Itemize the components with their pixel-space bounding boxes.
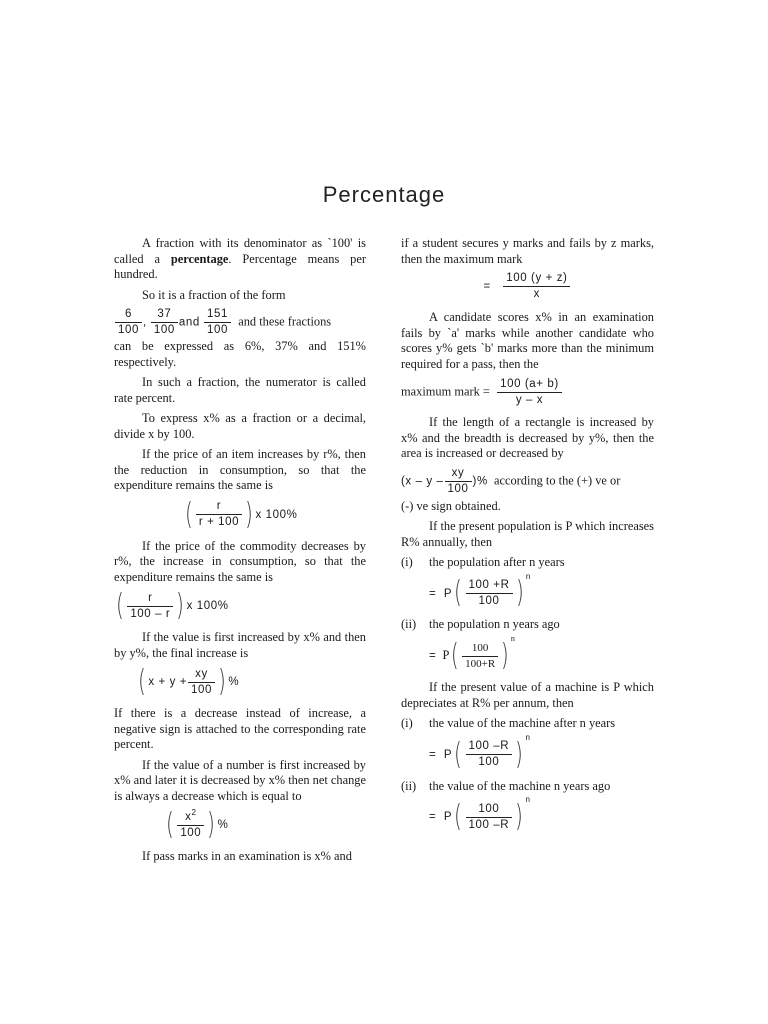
principal: P: [443, 587, 453, 600]
paragraph: If the present population is P which increases R% annually, then: [401, 519, 654, 549]
numerator: 100 (a+ b): [497, 378, 562, 393]
and-text: and: [178, 316, 200, 329]
formula-prefix: (x – y –: [401, 474, 444, 487]
paragraph: If the length of a rectangle is increased by x% and the breadth is decreased by y%, then the area is increased or decreased by: [401, 415, 654, 460]
page-title: Percentage: [322, 182, 446, 207]
numerator: r: [196, 500, 242, 515]
fraction-examples: $\frac{6}{100}$ , $\frac{37}{100}$ and $\frac{151}{100}$ and these fractions: [114, 308, 366, 337]
paragraph: If the value of a number is first increased by x% and later it is decreased by x% then net change is always a decrease which is equal to: [114, 757, 366, 803]
paragraph: If there is a decrease instead of increase, a negative sign is attached to the corresponding rate percent.: [114, 706, 366, 751]
principal: P: [442, 647, 450, 662]
numerator: xy: [445, 467, 472, 482]
equals-sign: =: [429, 587, 437, 600]
numerator: 100: [466, 803, 513, 818]
denominator: 100+R: [465, 657, 496, 670]
equals-sign: =: [483, 280, 491, 293]
denominator: 100: [478, 756, 500, 769]
formula-area-change: [401, 467, 654, 496]
denominator: x: [533, 288, 541, 300]
numerator: 37: [151, 308, 178, 323]
exponent: n: [510, 633, 515, 643]
list-text: the value of the machine after n years: [429, 716, 616, 731]
formula-successive-increase: ( x + y + $\frac{xy}{100}$ ) %: [138, 664, 240, 699]
numerator: [177, 807, 204, 826]
text: maximum mark =: [401, 384, 490, 399]
fraction: [204, 308, 231, 337]
denominator: 100: [180, 826, 202, 839]
paragraph: If the price of an item increases by r%, then the reduction in consumption, so that the expenditure remains the same is: [114, 447, 366, 492]
denominator: 100: [153, 324, 175, 336]
list-number: (ii): [401, 778, 417, 793]
exponent: n: [525, 732, 531, 742]
equals-sign: =: [429, 811, 437, 824]
numerator: r: [127, 592, 173, 607]
fraction: [466, 803, 513, 832]
text: A fraction with its denominator as `100' is called a: [114, 236, 366, 266]
list-text: the population n years ago: [429, 617, 560, 632]
numerator: 100 (y + z): [503, 272, 570, 287]
fraction: [462, 642, 498, 671]
list-item: [401, 779, 654, 795]
principal: P: [443, 748, 453, 761]
formula-machine-after: = P( $\frac{100 -R}{100}$ ) $^n$: [429, 732, 531, 772]
formula-tail: x 100%: [186, 600, 229, 613]
list-text: the value of the machine n years ago: [429, 778, 611, 793]
fraction: [497, 378, 562, 407]
formula-tail: )%: [472, 474, 488, 487]
text: . Percentage means per hundred.: [114, 251, 366, 281]
list-number: (ii): [401, 617, 417, 632]
exponent: 2: [191, 807, 197, 817]
paragraph: If the present value of a machine is P which depreciates at R% per annum, then: [401, 680, 654, 710]
exponent: n: [525, 571, 531, 581]
exponent: n: [525, 795, 531, 805]
equals-sign: =: [429, 748, 437, 761]
left-column: [114, 236, 366, 870]
list-text: the population after n years: [429, 555, 565, 569]
paragraph: If the value is first increased by x% and then by y%, the final increase is: [114, 630, 366, 660]
fraction: [466, 740, 513, 769]
denominator: 100 –R: [468, 818, 510, 831]
paragraph: can be expressed as 6%, 37% and 151% respectively.: [114, 339, 366, 369]
text: according to the (+) ve or: [493, 472, 621, 487]
equals-sign: =: [429, 649, 437, 662]
formula-population-ago: = P( $\frac{100}{100+R}$ ) $^n$: [429, 633, 515, 674]
formula-net-decrease: ( $\frac{x^2}{100}$ ) %: [166, 807, 229, 842]
numerator: xy: [188, 668, 215, 683]
numerator: 6: [115, 308, 142, 323]
base: x: [185, 810, 192, 823]
formula-tail: %: [217, 819, 229, 832]
denominator: 100: [478, 594, 500, 607]
formula-consumption-increase: ( $\frac{r}{100 - r}$ ) x 100%: [116, 588, 229, 623]
paragraph: So it is a fraction of the form: [142, 287, 286, 302]
list-item: [401, 555, 654, 571]
fraction: [445, 467, 472, 496]
formula-maximum-mark: [401, 272, 654, 301]
denominator: 100: [118, 324, 139, 336]
list-item: [401, 716, 654, 732]
paragraph: If pass marks in an examination is x% and: [142, 849, 352, 863]
list-number: (i): [401, 716, 413, 731]
numerator: 100 –R: [466, 740, 513, 755]
formula-consumption-reduction: ( $\frac{r}{r + 100}$ ) x 100%: [184, 496, 298, 532]
definition-paragraph: [114, 236, 366, 283]
formula-tail: x 100%: [255, 508, 298, 521]
denominator: 100 – r: [130, 607, 171, 620]
fraction: [466, 579, 513, 608]
numerator: 100 +R: [466, 579, 513, 594]
list-item: [401, 617, 654, 633]
denominator: 100: [447, 482, 469, 495]
denominator: r + 100: [198, 516, 240, 528]
formula-population-after: = P( $\frac{100 +R}{100}$ ) $^n$: [429, 571, 531, 611]
fraction: [115, 308, 142, 337]
formula-machine-ago: = P( $\frac{100}{100 -R}$ ) $^n$: [429, 795, 531, 835]
fraction: [196, 500, 242, 529]
numerator: 100: [462, 642, 498, 657]
term-percentage: percentage: [170, 251, 229, 266]
denominator: 100: [207, 324, 229, 336]
numerator: 151: [204, 308, 231, 323]
formula-max-mark-candidates: [401, 378, 654, 407]
formula-prefix: x + y +: [148, 676, 188, 689]
right-column: [401, 236, 654, 841]
fraction: [188, 668, 215, 697]
formula-tail: %: [228, 676, 240, 689]
fraction: [151, 308, 178, 337]
list-number: (i): [401, 555, 413, 569]
paragraph: In such a fraction, the numerator is called rate percent.: [114, 375, 366, 405]
fraction: [177, 807, 204, 840]
paragraph: To express x% as a fraction or a decimal, divide x by 100.: [114, 411, 366, 441]
denominator: 100: [191, 683, 213, 696]
principal: P: [443, 811, 453, 824]
denominator: y – x: [515, 394, 544, 406]
paragraph: (-) ve sign obtained.: [401, 498, 501, 513]
paragraph: A candidate scores x% in an examination fails by `a' marks while another candidate who scores y% gets `b' marks more than the minimum required for a pass, then the: [401, 310, 654, 371]
paragraph: if a student secures y marks and fails by z marks, then the maximum mark: [401, 236, 654, 266]
fraction: [127, 592, 173, 621]
paragraph: If the price of the commodity decreases by r%, the increase in consumption, so that the expenditure remains the same is: [114, 538, 366, 584]
fraction: [503, 272, 570, 301]
text: and these fractions: [238, 314, 332, 329]
